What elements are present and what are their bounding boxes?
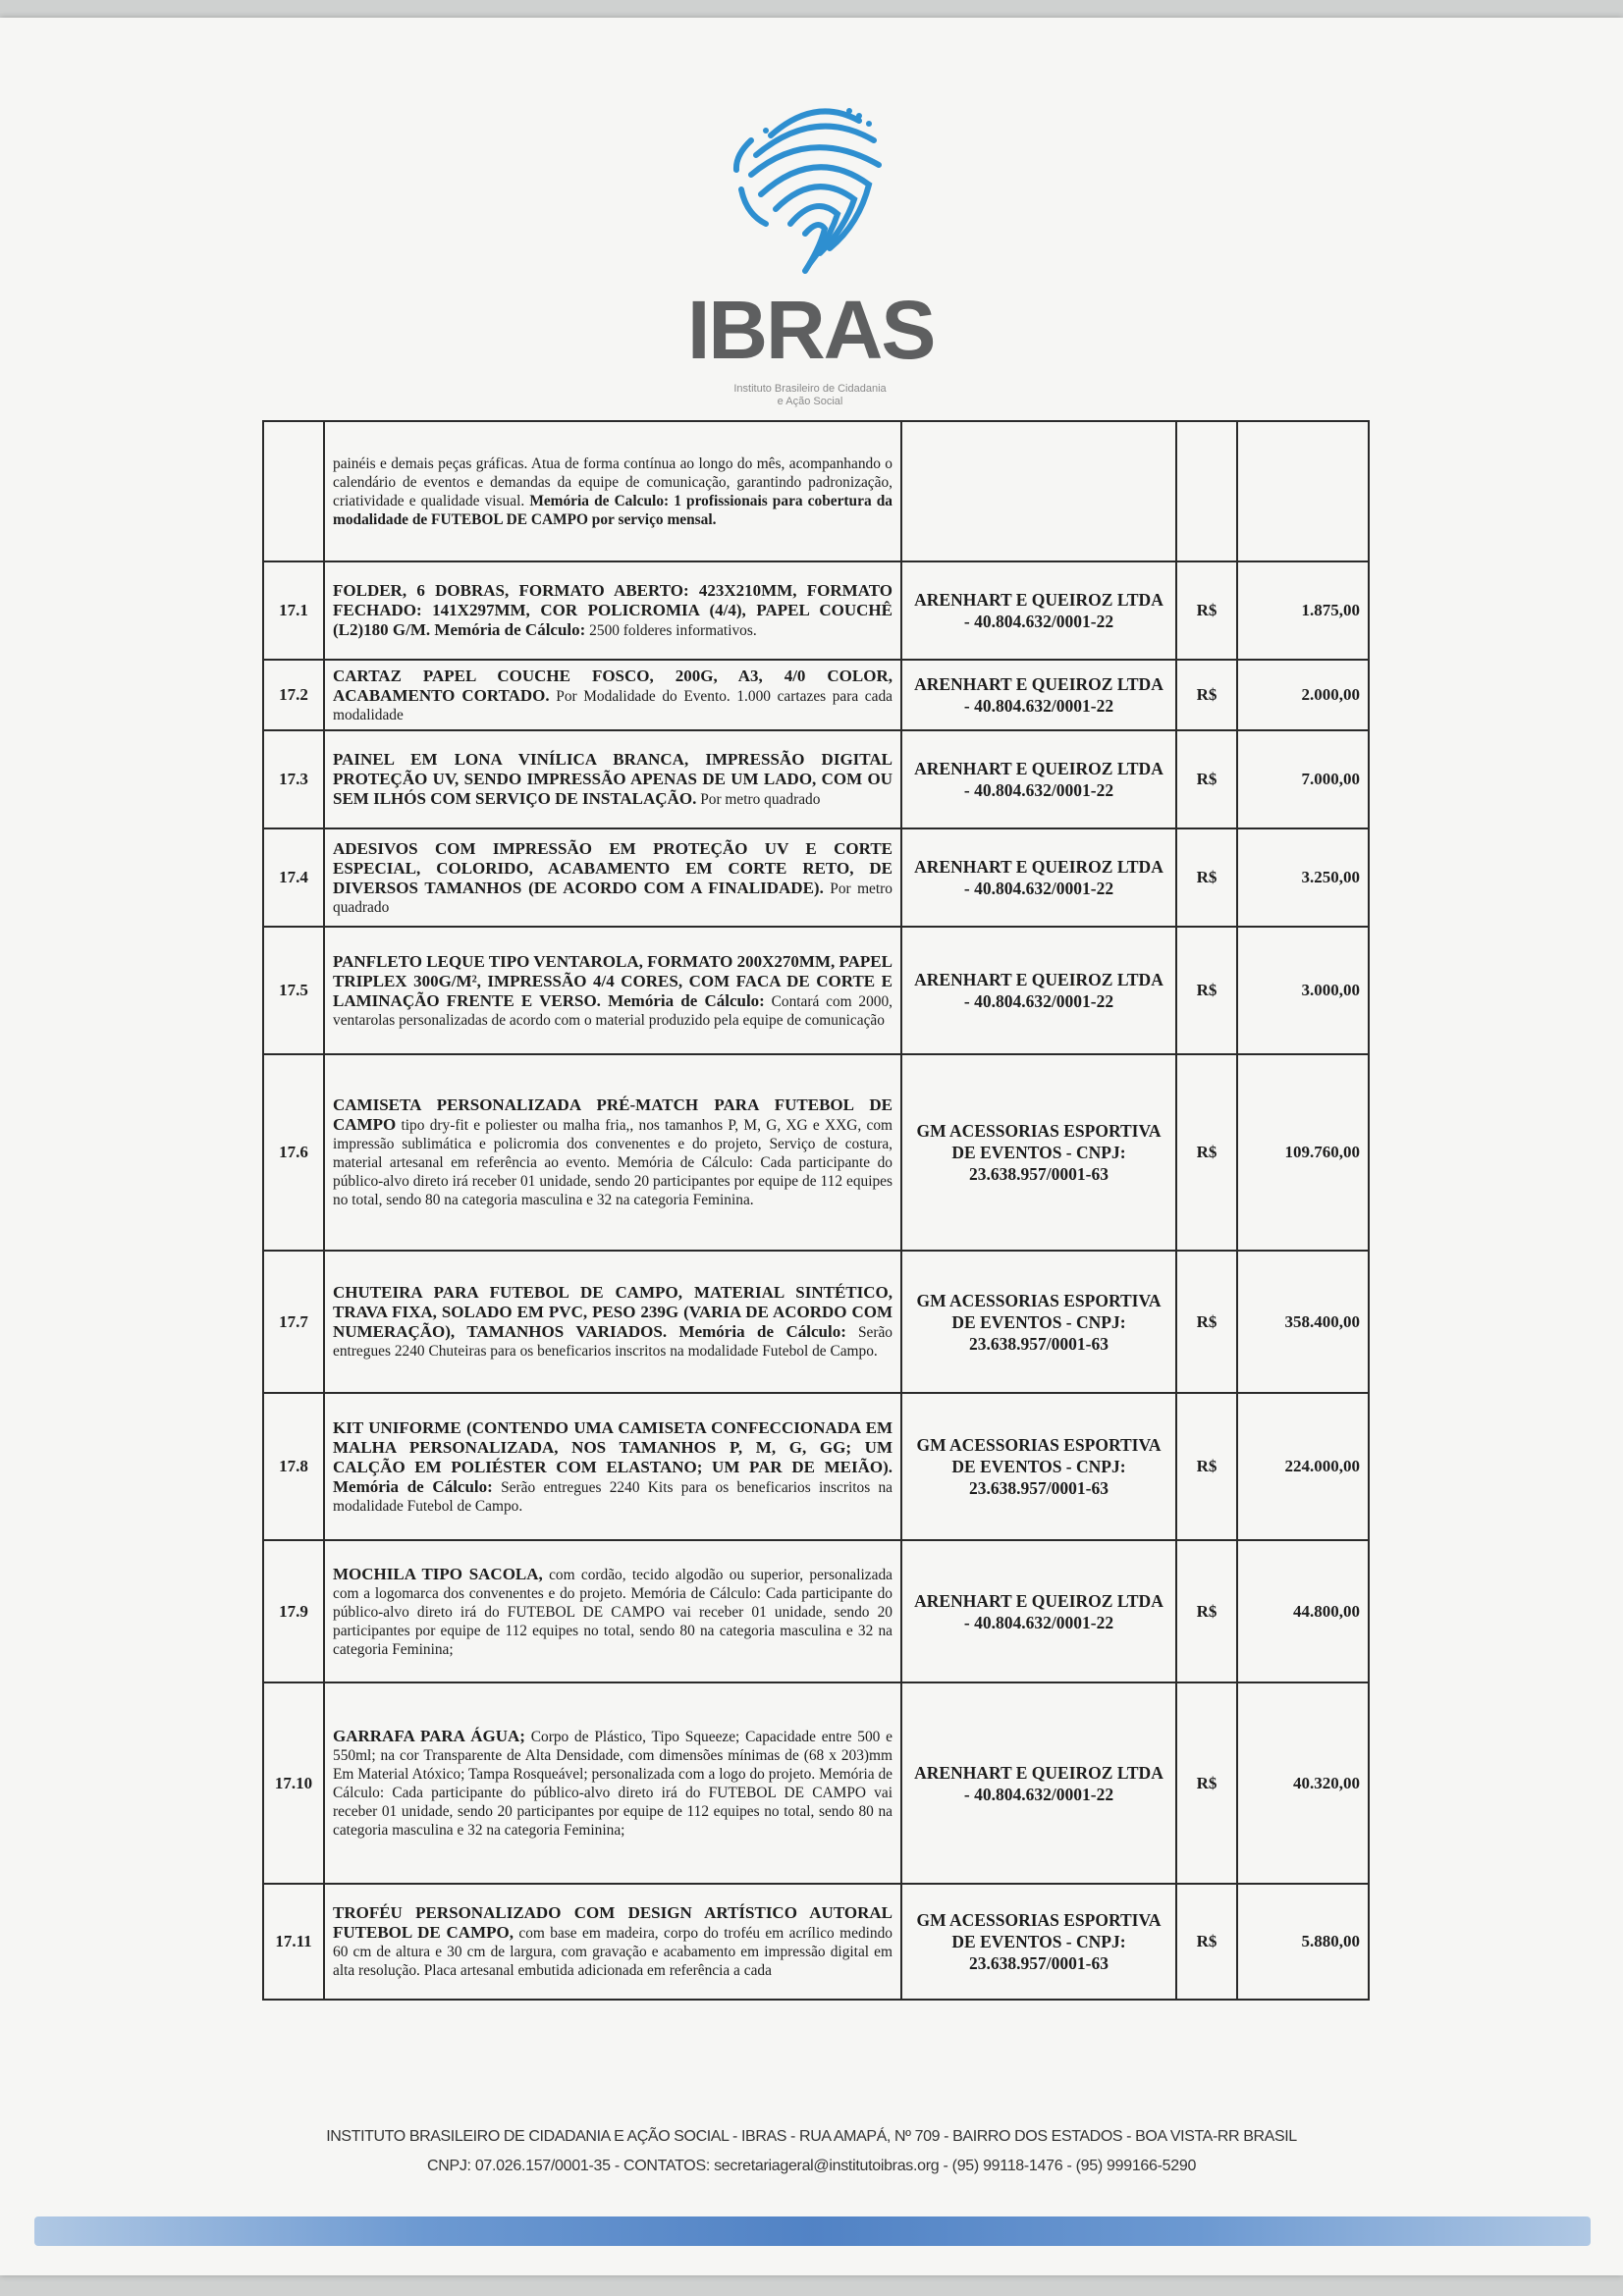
item-supplier: ARENHART E QUEIROZ LTDA - 40.804.632/0001-22 xyxy=(901,1540,1176,1682)
item-currency: R$ xyxy=(1176,1251,1237,1393)
item-details: tipo dry-fit e poliester ou malha fria,, nos tamanhos P, M, G, XG e XXG, com impressão sublimática e policromia dos convenentes e do projeto, Serviço de costura, material artesanal em referência ao evento. Memória de Cálculo: Cada participante do público-alvo direto irá receber 01 unidade, sendo 20 participantes por equipe de 112 equipes no total, sendo 80 na categoria masculina e 32 na categoria Feminina. xyxy=(333,1117,893,1208)
item-details: 2500 folderes informativos. xyxy=(589,622,757,639)
item-description xyxy=(324,1251,901,1393)
item-supplier: ARENHART E QUEIROZ LTDA - 40.804.632/0001-22 xyxy=(901,561,1176,660)
item-number: 17.10 xyxy=(263,1682,324,1884)
item-description-text: painéis e demais peças gráficas. Atua de forma contínua ao longo do mês, acompanhando o calendário de eventos e demandas da equipe de comunicação, garantindo padronização, criatividade e qualidade visual. xyxy=(333,454,893,509)
footer-color-band xyxy=(34,2216,1591,2246)
item-number: 17.6 xyxy=(263,1054,324,1251)
item-value: 5.880,00 xyxy=(1237,1884,1369,2000)
item-number: 17.4 xyxy=(263,828,324,927)
item-title: KIT UNIFORME (CONTENDO UMA CAMISETA CONFECCIONADA EM MALHA PERSONALIZADA, NOS TAMANHOS P, M, G, GG; UM CALÇÃO EM POLIÉSTER COM ELASTANO; UM PAR DE MEIÃO). Memória de Cálculo: xyxy=(333,1417,893,1496)
item-description xyxy=(324,828,901,927)
item-value: 3.000,00 xyxy=(1237,927,1369,1054)
item-value xyxy=(1237,421,1369,561)
item-description xyxy=(324,927,901,1054)
table-row xyxy=(263,1393,1369,1540)
item-calculation-note: Memória de Calculo: 1 profissionais para cobertura da modalidade de FUTEBOL DE CAMPO por serviço mensal. xyxy=(333,492,893,528)
item-supplier: ARENHART E QUEIROZ LTDA - 40.804.632/0001-22 xyxy=(901,927,1176,1054)
item-details: Por metro quadrado xyxy=(333,880,893,916)
item-number xyxy=(263,421,324,561)
item-number: 17.5 xyxy=(263,927,324,1054)
logo-tagline xyxy=(687,383,933,408)
table-row xyxy=(263,828,1369,927)
item-number: 17.11 xyxy=(263,1884,324,2000)
item-number: 17.7 xyxy=(263,1251,324,1393)
item-description xyxy=(324,1054,901,1251)
item-title: GARRAFA PARA ÁGUA; xyxy=(333,1727,525,1745)
item-supplier: ARENHART E QUEIROZ LTDA - 40.804.632/0001-22 xyxy=(901,730,1176,828)
item-description xyxy=(324,660,901,730)
item-currency: R$ xyxy=(1176,1682,1237,1884)
item-currency: R$ xyxy=(1176,1393,1237,1540)
item-details: Por Modalidade do Evento. 1.000 cartazes para cada modalidade xyxy=(333,687,893,723)
item-currency: R$ xyxy=(1176,927,1237,1054)
item-title: CHUTEIRA PARA FUTEBOL DE CAMPO, MATERIAL SINTÉTICO, TRAVA FIXA, SOLADO EM PVC, PESO 239G (VARIA DE ACORDO COM NUMERAÇÃO), TAMANHOS VARIADOS. Memória de Cálculo: xyxy=(333,1283,893,1341)
item-value: 2.000,00 xyxy=(1237,660,1369,730)
item-supplier: ARENHART E QUEIROZ LTDA - 40.804.632/0001-22 xyxy=(901,1682,1176,1884)
item-number: 17.1 xyxy=(263,561,324,660)
item-number: 17.2 xyxy=(263,660,324,730)
item-currency: R$ xyxy=(1176,730,1237,828)
item-title: CARTAZ PAPEL COUCHE FOSCO, 200G, A3, 4/0 COLOR, ACABAMENTO CORTADO. xyxy=(333,666,893,705)
item-details: Corpo de Plástico, Tipo Squeeze; Capacidade entre 500 e 550ml; na cor Transparente de Alta Densidade, com dimensões mínimas de (68 x 203)mm Em Material Atóxico; Tampa Rosqueável; personalizada com a logo do projeto. Memória de Cálculo: Cada participante do público-alvo direto irá do FUTEBOL DE CAMPO vai receber 01 unidade, sendo 20 participantes por equipe de 112 equipes no total, sendo 80 na categoria masculina e 32 na categoria Feminina; xyxy=(333,1729,893,1839)
item-number: 17.3 xyxy=(263,730,324,828)
item-details: Por metro quadrado xyxy=(700,791,821,808)
table-row xyxy=(263,561,1369,660)
item-details: Contará com 2000, ventarolas personalizadas de acordo com o material produzido pela equipe de comunicação xyxy=(333,992,893,1029)
item-value: 358.400,00 xyxy=(1237,1251,1369,1393)
item-value: 1.875,00 xyxy=(1237,561,1369,660)
item-value: 7.000,00 xyxy=(1237,730,1369,828)
table-row xyxy=(263,927,1369,1054)
item-description xyxy=(324,1884,901,2000)
table-row xyxy=(263,1884,1369,2000)
table-row xyxy=(263,660,1369,730)
table-row xyxy=(263,1251,1369,1393)
item-details: com base em madeira, corpo do troféu em acrílico medindo 60 cm de altura e 30 cm de largura, com gravação e acabamento em impressão digital em alta resolução. Placa artesanal embutida adicionada em referência a cada xyxy=(333,1925,893,1979)
fingerprint-map-icon xyxy=(712,77,918,288)
logo-tagline-line2: e Ação Social xyxy=(777,396,843,407)
item-description xyxy=(324,1682,901,1884)
item-currency: R$ xyxy=(1176,660,1237,730)
item-value: 44.800,00 xyxy=(1237,1540,1369,1682)
item-title: CAMISETA PERSONALIZADA PRÉ-MATCH PARA FUTEBOL DE CAMPO xyxy=(333,1095,893,1134)
item-supplier: ARENHART E QUEIROZ LTDA - 40.804.632/0001-22 xyxy=(901,828,1176,927)
item-currency: R$ xyxy=(1176,828,1237,927)
table-row xyxy=(263,421,1369,561)
item-supplier: GM ACESSORIAS ESPORTIVA DE EVENTOS - CNPJ: 23.638.957/0001-63 xyxy=(901,1251,1176,1393)
ibras-logo xyxy=(687,77,943,407)
item-title: MOCHILA TIPO SACOLA, xyxy=(333,1564,543,1583)
item-description xyxy=(324,730,901,828)
item-currency: R$ xyxy=(1176,1054,1237,1251)
table-row xyxy=(263,1540,1369,1682)
table-row xyxy=(263,1054,1369,1251)
item-description xyxy=(324,561,901,660)
item-supplier: GM ACESSORIAS ESPORTIVA DE EVENTOS - CNPJ: 23.638.957/0001-63 xyxy=(901,1884,1176,2000)
item-value: 224.000,00 xyxy=(1237,1393,1369,1540)
item-currency: R$ xyxy=(1176,561,1237,660)
item-currency: R$ xyxy=(1176,1884,1237,2000)
item-value: 40.320,00 xyxy=(1237,1682,1369,1884)
table-row xyxy=(263,730,1369,828)
footer-address: INSTITUTO BRASILEIRO DE CIDADANIA E AÇÃO SOCIAL - IBRAS - RUA AMAPÁ, Nº 709 - BAIRRO DOS ESTADOS - BOA VISTA-RR BRASIL xyxy=(326,2128,1297,2145)
footer-contacts: CNPJ: 07.026.157/0001-35 - CONTATOS: secretariageral@institutoibras.org - (95) 99118-1476 - (95) 999166-5290 xyxy=(426,2158,1197,2174)
table-row xyxy=(263,1682,1369,1884)
item-number: 17.8 xyxy=(263,1393,324,1540)
item-details: Serão entregues 2240 Kits para os beneficarios inscritos na modalidade Futebol de Campo. xyxy=(333,1478,893,1515)
item-supplier: ARENHART E QUEIROZ LTDA - 40.804.632/0001-22 xyxy=(901,660,1176,730)
item-title: PANFLETO LEQUE TIPO VENTAROLA, FORMATO 200X270MM, PAPEL TRIPLEX 300G/M², IMPRESSÃO 4/4 CORES, COM FACA DE CORTE E LAMINAÇÃO FRENTE E VERSO. Memória de Cálculo: xyxy=(333,951,893,1010)
item-details: com cordão, tecido algodão ou superior, personalizada com a logomarca dos convenentes e do projeto. Memória de Cálculo: Cada participante do público-alvo direto irá do FUTEBOL DE CAMPO vai receber 01 unidade, sendo 20 participantes por equipe de 112 equipes no total, sendo 80 na categoria masculina e 32 na categoria Feminina; xyxy=(333,1566,893,1658)
item-currency xyxy=(1176,421,1237,561)
item-description xyxy=(324,421,901,561)
item-title: ADESIVOS COM IMPRESSÃO EM PROTEÇÃO UV E CORTE ESPECIAL, COLORIDO, ACABAMENTO EM CORTE RETO, DE DIVERSOS TAMANHOS (DE ACORDO COM A FINALIDADE). xyxy=(333,838,893,897)
logo-wordmark: IBRAS xyxy=(687,284,935,376)
item-supplier xyxy=(901,421,1176,561)
item-description xyxy=(324,1540,901,1682)
item-currency: R$ xyxy=(1176,1540,1237,1682)
document-page xyxy=(0,18,1623,2275)
item-title: PAINEL EM LONA VINÍLICA BRANCA, IMPRESSÃO DIGITAL PROTEÇÃO UV, SENDO IMPRESSÃO APENAS DE UM LADO, COM OU SEM ILHÓS COM SERVIÇO DE INSTALAÇÃO. xyxy=(333,750,893,808)
item-details: Serão entregues 2240 Chuteiras para os beneficarios inscritos na modalidade Futebol de Campo. xyxy=(333,1324,893,1360)
item-title: TROFÉU PERSONALIZADO COM DESIGN ARTÍSTICO AUTORAL FUTEBOL DE CAMPO, xyxy=(333,1903,893,1942)
item-supplier: GM ACESSORIAS ESPORTIVA DE EVENTOS - CNPJ: 23.638.957/0001-63 xyxy=(901,1393,1176,1540)
logo-tagline-line1: Instituto Brasileiro de Cidadania xyxy=(733,383,887,395)
item-value: 109.760,00 xyxy=(1237,1054,1369,1251)
item-supplier: GM ACESSORIAS ESPORTIVA DE EVENTOS - CNPJ: 23.638.957/0001-63 xyxy=(901,1054,1176,1251)
item-value: 3.250,00 xyxy=(1237,828,1369,927)
item-description xyxy=(324,1393,901,1540)
item-number: 17.9 xyxy=(263,1540,324,1682)
item-title: FOLDER, 6 DOBRAS, FORMATO ABERTO: 423X210MM, FORMATO FECHADO: 141X297MM, COR POLICROMIA (4/4), PAPEL COUCHÊ (L2)180 G/M. Memória de Cálculo: xyxy=(333,581,893,639)
budget-items-table xyxy=(262,420,1370,2001)
